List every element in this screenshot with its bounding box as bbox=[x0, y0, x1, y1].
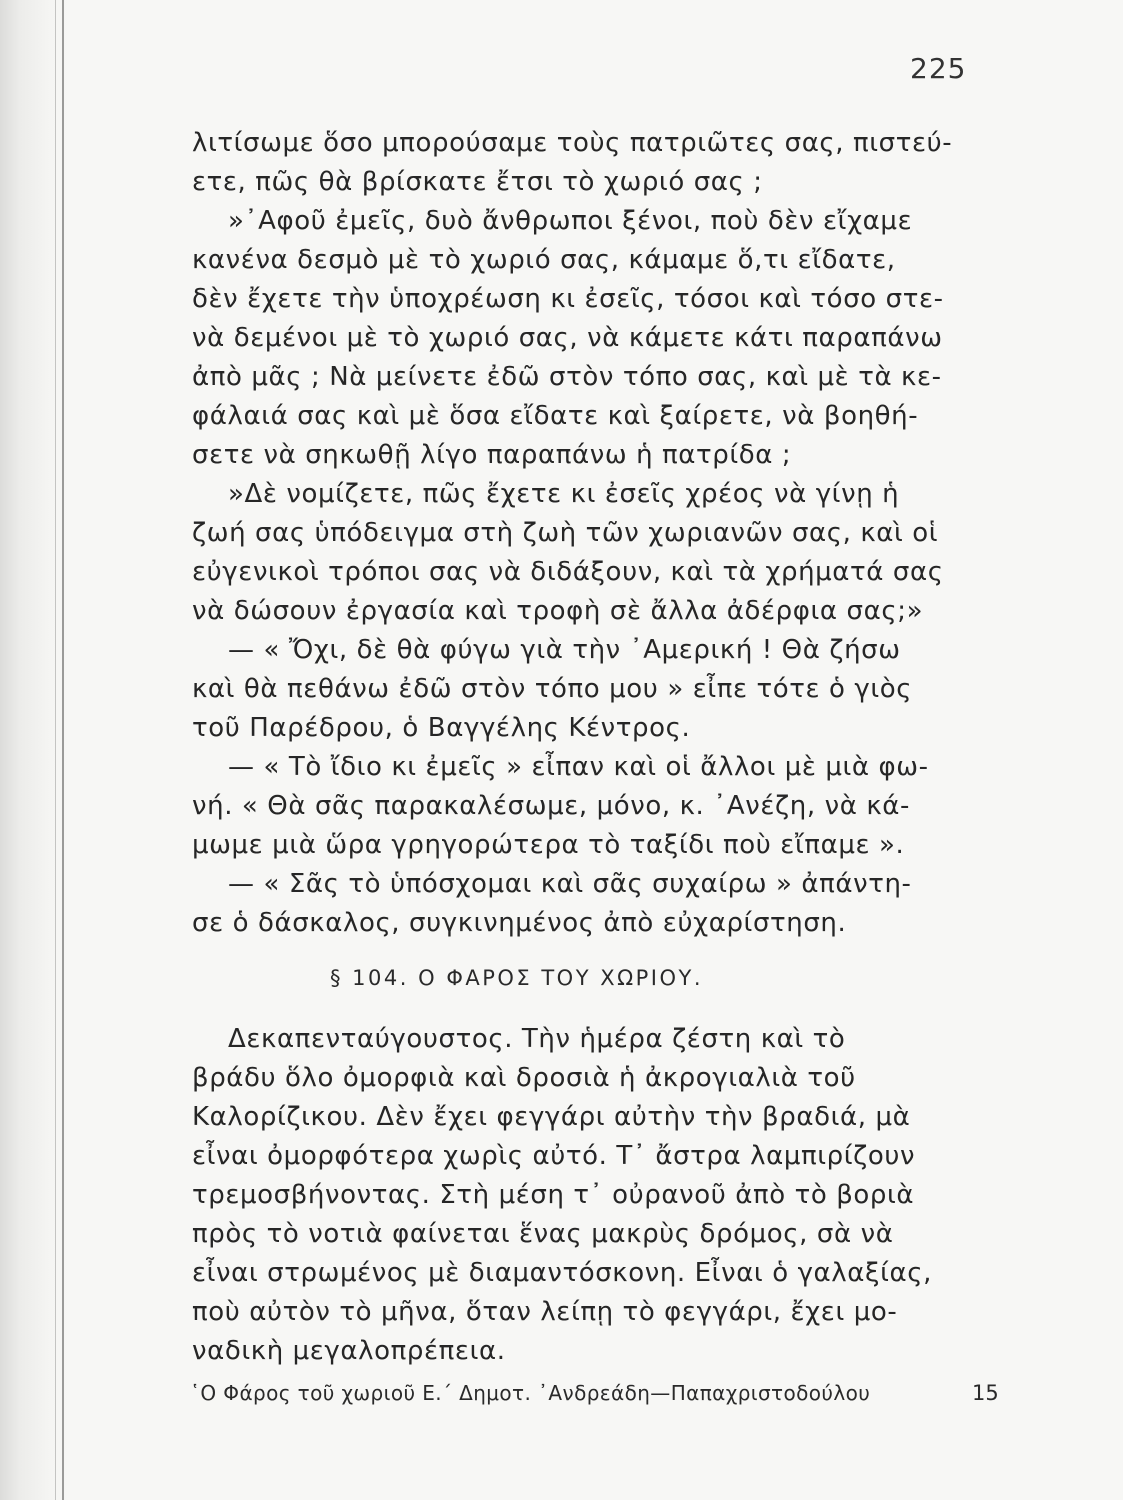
binding-line bbox=[62, 0, 64, 1500]
body-text bbox=[192, 124, 1002, 943]
text-line: βράδυ ὅλο ὀμορφιὰ καὶ δροσιὰ ἡ ἀκρογιαλιὰ τοῦ bbox=[192, 1063, 856, 1093]
text-line: ἀπὸ μᾶς ; Νὰ μείνετε ἐδῶ στὸν τόπο σας, καὶ μὲ τὰ κε- bbox=[192, 362, 942, 392]
text-line: δὲν ἔχετε τὴν ὑποχρέωση κι ἐσεῖς, τόσοι καὶ τόσο στε- bbox=[192, 284, 944, 314]
text-line: »Δὲ νομίζετε, πῶς ἔχετε κι ἐσεῖς χρέος νὰ γίνῃ ἡ bbox=[228, 479, 900, 509]
text-line: Καλορίζικου. Δὲν ἔχει φεγγάρι αὐτὴν τὴν βραδιά, μὰ bbox=[192, 1102, 911, 1132]
text-line: φάλαιά σας καὶ μὲ ὅσα εἴδατε καὶ ξαίρετε, νὰ βοηθή- bbox=[192, 401, 919, 431]
text-line: ποὺ αὐτὸν τὸ μῆνα, ὅταν λείπῃ τὸ φεγγάρι, ἔχει μο- bbox=[192, 1297, 898, 1327]
text-line: σετε νὰ σηκωθῇ λίγο παραπάνω ἡ πατρίδα ; bbox=[192, 440, 792, 470]
text-line: — « Σᾶς τὸ ὑπόσχομαι καὶ σᾶς συχαίρω » ἀπάντη- bbox=[228, 869, 912, 899]
text-line: νή. « Θὰ σᾶς παρακαλέσωμε, μόνο, κ. ᾿Ανέζη, νὰ κά- bbox=[192, 791, 910, 821]
section-heading: § 104. Ο ΦΑΡΟΣ ΤΟΥ ΧΩΡΙΟΥ. bbox=[330, 966, 704, 990]
text-line: καὶ θὰ πεθάνω ἐδῶ στὸν τόπο μου » εἶπε τότε ὁ γιὸς bbox=[192, 674, 913, 704]
text-line: — « Τὸ ἴδιο κι ἐμεῖς » εἶπαν καὶ οἱ ἄλλοι μὲ μιὰ φω- bbox=[228, 752, 929, 782]
text-line: τοῦ Παρέδρου, ὁ Βαγγέλης Κέντρος. bbox=[192, 713, 691, 743]
signature-mark: 15 bbox=[972, 1381, 999, 1405]
page-binding-edge bbox=[0, 0, 70, 1500]
text-line: »᾿Αφοῦ ἐμεῖς, δυὸ ἄνθρωποι ξένοι, ποὺ δὲν εἴχαμε bbox=[228, 206, 913, 236]
binding-shadow-line bbox=[55, 0, 56, 1500]
text-line: λιτίσωμε ὅσο μπορούσαμε τοὺς πατριῶτες σας, πιστεύ- bbox=[192, 128, 953, 158]
text-line: ετε, πῶς θὰ βρίσκατε ἔτσι τὸ χωριό σας ; bbox=[192, 167, 763, 197]
footer-title: ῾Ο Φάρος τοῦ χωριοῦ Ε.΄ Δημοτ. ᾿Ανδρεάδη—Παπαχριστοδούλου bbox=[190, 1381, 871, 1405]
text-line: — « Ὄχι, δὲ θὰ φύγω γιὰ τὴν ᾿Αμερική ! Θὰ ζήσω bbox=[228, 635, 901, 665]
text-line: εὐγενικοὶ τρόποι σας νὰ διδάξουν, καὶ τὰ χρήματά σας bbox=[192, 557, 944, 587]
text-line: νὰ δεμένοι μὲ τὸ χωριό σας, νὰ κάμετε κάτι παραπάνω bbox=[192, 323, 943, 353]
text-line: τρεμοσβήνοντας. Στὴ μέση τ᾿ οὐρανοῦ ἀπὸ τὸ βοριὰ bbox=[192, 1180, 915, 1210]
text-line: νὰ δώσουν ἐργασία καὶ τροφὴ σὲ ἄλλα ἀδέρφια σας;» bbox=[192, 596, 924, 626]
text-line: ναδικὴ μεγαλοπρέπεια. bbox=[192, 1336, 506, 1366]
section-text bbox=[192, 1020, 1002, 1371]
page-number: 225 bbox=[910, 52, 967, 85]
text-line: εἶναι στρωμένος μὲ διαμαντόσκονη. Εἶναι ὁ γαλαξίας, bbox=[192, 1258, 932, 1288]
text-line: ζωή σας ὑπόδειγμα στὴ ζωὴ τῶν χωριανῶν σας, καὶ οἱ bbox=[192, 518, 939, 548]
text-line: πρὸς τὸ νοτιὰ φαίνεται ἕνας μακρὺς δρόμος, σὰ νὰ bbox=[192, 1219, 894, 1249]
text-line: σε ὁ δάσκαλος, συγκινημένος ἀπὸ εὐχαρίστηση. bbox=[192, 908, 847, 938]
text-line: Δεκαπενταύγουστος. Τὴν ἡμέρα ζέστη καὶ τὸ bbox=[228, 1024, 846, 1054]
text-line: εἶναι ὀμορφότερα χωρὶς αὐτό. Τ᾿ ἄστρα λαμπιρίζουν bbox=[192, 1141, 916, 1171]
text-line: μωμε μιὰ ὥρα γρηγορώτερα τὸ ταξίδι ποὺ εἴπαμε ». bbox=[192, 830, 905, 860]
text-line: κανένα δεσμὸ μὲ τὸ χωριό σας, κάμαμε ὅ,τι εἴδατε, bbox=[192, 245, 896, 275]
